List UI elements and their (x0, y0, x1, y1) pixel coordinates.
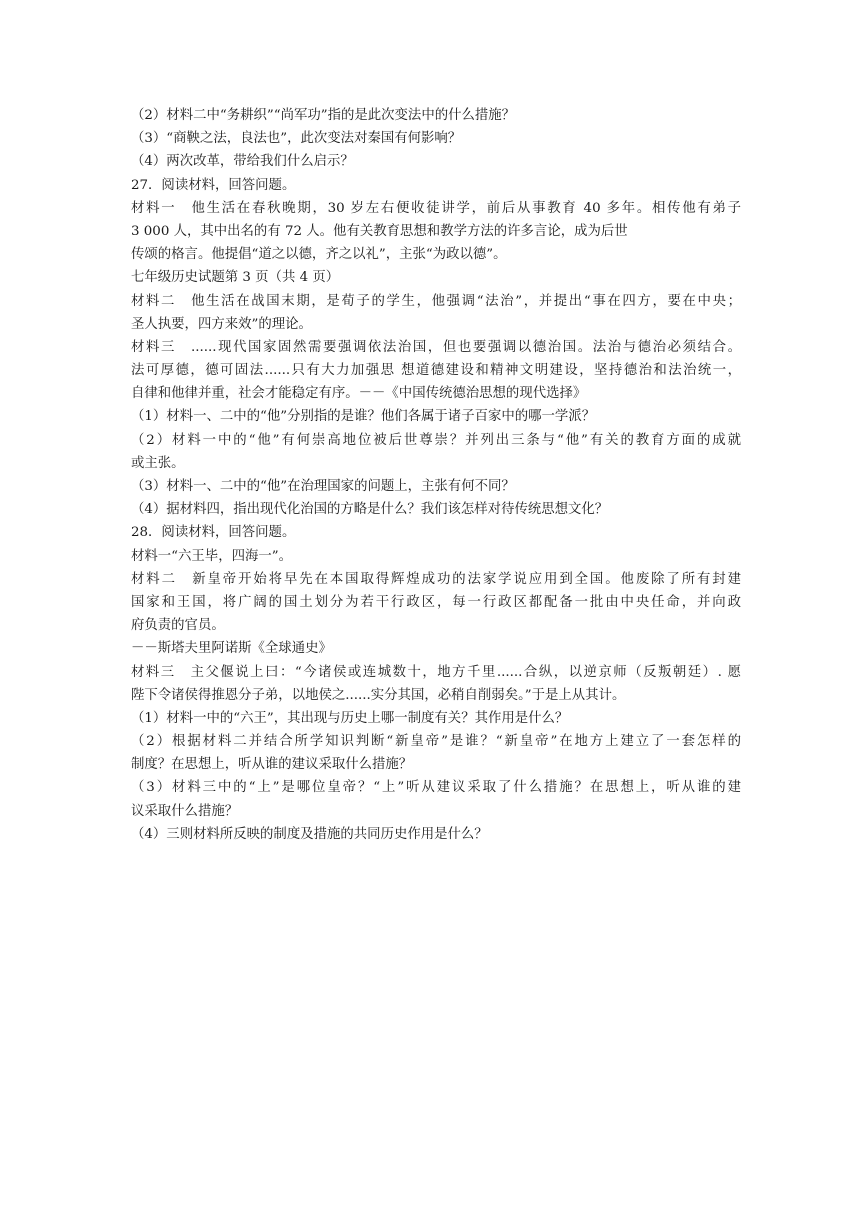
q27-heading: 27．阅读材料，回答问题。 (131, 177, 296, 193)
q27-material1-line3: 传颂的格言。他提倡“道之以德，齐之以礼”，主张“为政以德”。 (131, 247, 507, 263)
q27-material3-line3: 自律和他律并重，社会才能稳定有序。－－《中国传统德治思想的现代选择》 (131, 386, 587, 402)
q27-sub2-line2: 或主张。 (131, 455, 185, 471)
q28-material3-line2: 陛下令诸侯得推恩分子弟，以地侯之......实分其国，必稍自削弱矣。”于是上从其计。 (131, 687, 626, 703)
q27-sub2-line1: （2）材料一中的“他”有何崇高地位被后世尊崇？并列出三条与“他”有关的教育方面的成就 (131, 432, 741, 448)
q28-material2-line3: 府负责的官员。 (131, 618, 225, 634)
q28-sub4: （4）三则材料所反映的制度及措施的共同历史作用是什么？ (131, 826, 488, 842)
q27-material2-line1: 材料二 他生活在战国末期，是荀子的学生，他强调“法治”，并提出“事在四方，要在中央； (131, 293, 741, 309)
q28-material2-line2: 国家和王国，将广阔的国土划分为若干行政区，每一行政区都配备一批由中央任命，并向政 (131, 594, 741, 610)
q28-heading: 28．阅读材料，回答问题。 (131, 525, 296, 541)
q28-sub3-line2: 议采取什么措施？ (131, 803, 239, 819)
q27-sub3: （3）材料一、二中的“他”在治理国家的问题上，主张有何不同？ (131, 479, 515, 494)
q28-sub2-line1: （2）根据材料二并结合所学知识判断“新皇帝”是谁？“新皇帝”在地方上建立了一套怎样的 (131, 734, 741, 750)
q27-sub1: （1）材料一、二中的“他”分别指的是谁？他们各属于诸子百家中的哪一学派？ (131, 409, 596, 425)
q26-sub2: （2）材料二中“务耕织”“尚军功”指的是此次变法中的什么措施？ (131, 108, 516, 123)
page-footer: 七年级历史试题第 3 页（共 4 页） (131, 270, 340, 286)
q28-sub1: （1）材料一中的“六王”，其出现与历史上哪一制度有关？其作用是什么？ (131, 710, 569, 726)
q27-material1-line2: 3 000 人，其中出名的有 72 人。他有关教育思想和教学方法的许多言论，成为后世 (131, 223, 628, 239)
q26-sub3: （3）“商鞅之法，良法也”，此次变法对秦国有何影响？ (131, 131, 462, 147)
q26-sub4: （4）两次改革，带给我们什么启示？ (131, 154, 354, 170)
q27-material3-line1: 材料三 ......现代国家固然需要强调依法治国，但也要强调以德治国。法治与德治必须结合。 (131, 339, 741, 355)
q28-sub3-line1: （3）材料三中的“上”是哪位皇帝？“上”听从建议采取了什么措施？在思想上，听从谁的建 (131, 780, 741, 796)
document-body (131, 104, 741, 846)
q28-material2-line1: 材料二 新皇帝开始将早先在本国取得辉煌成功的法家学说应用到全国。他废除了所有封建 (131, 571, 741, 587)
q27-sub4: （4）据材料四，指出现代化治国的方略是什么？我们该怎样对待传统思想文化？ (131, 502, 609, 518)
q28-material1: 材料一“六王毕，四海一”。 (131, 548, 292, 564)
q28-material2-source: －－斯塔夫里阿诺斯《全球通史》 (131, 641, 332, 657)
q27-material2-line2: 圣人执要，四方来效”的理论。 (131, 316, 312, 332)
q27-material3-line2: 法可厚德，德可固法......只有大力加强思 想道德建设和精神文明建设，坚持德治和法治统一， (131, 363, 741, 379)
q27-material1-line1: 材料一 他生活在春秋晚期，30 岁左右便收徒讲学，前后从事教育 40 多年。相传他有弟子 (131, 200, 741, 216)
q28-material3-line1: 材料三 主父偃说上曰：“今诸侯或连城数十，地方千里......合纵，以逆京师（反叛朝廷）. 愿 (131, 664, 741, 680)
q28-sub2-line2: 制度？在思想上，听从谁的建议采取什么措施？ (131, 757, 413, 773)
